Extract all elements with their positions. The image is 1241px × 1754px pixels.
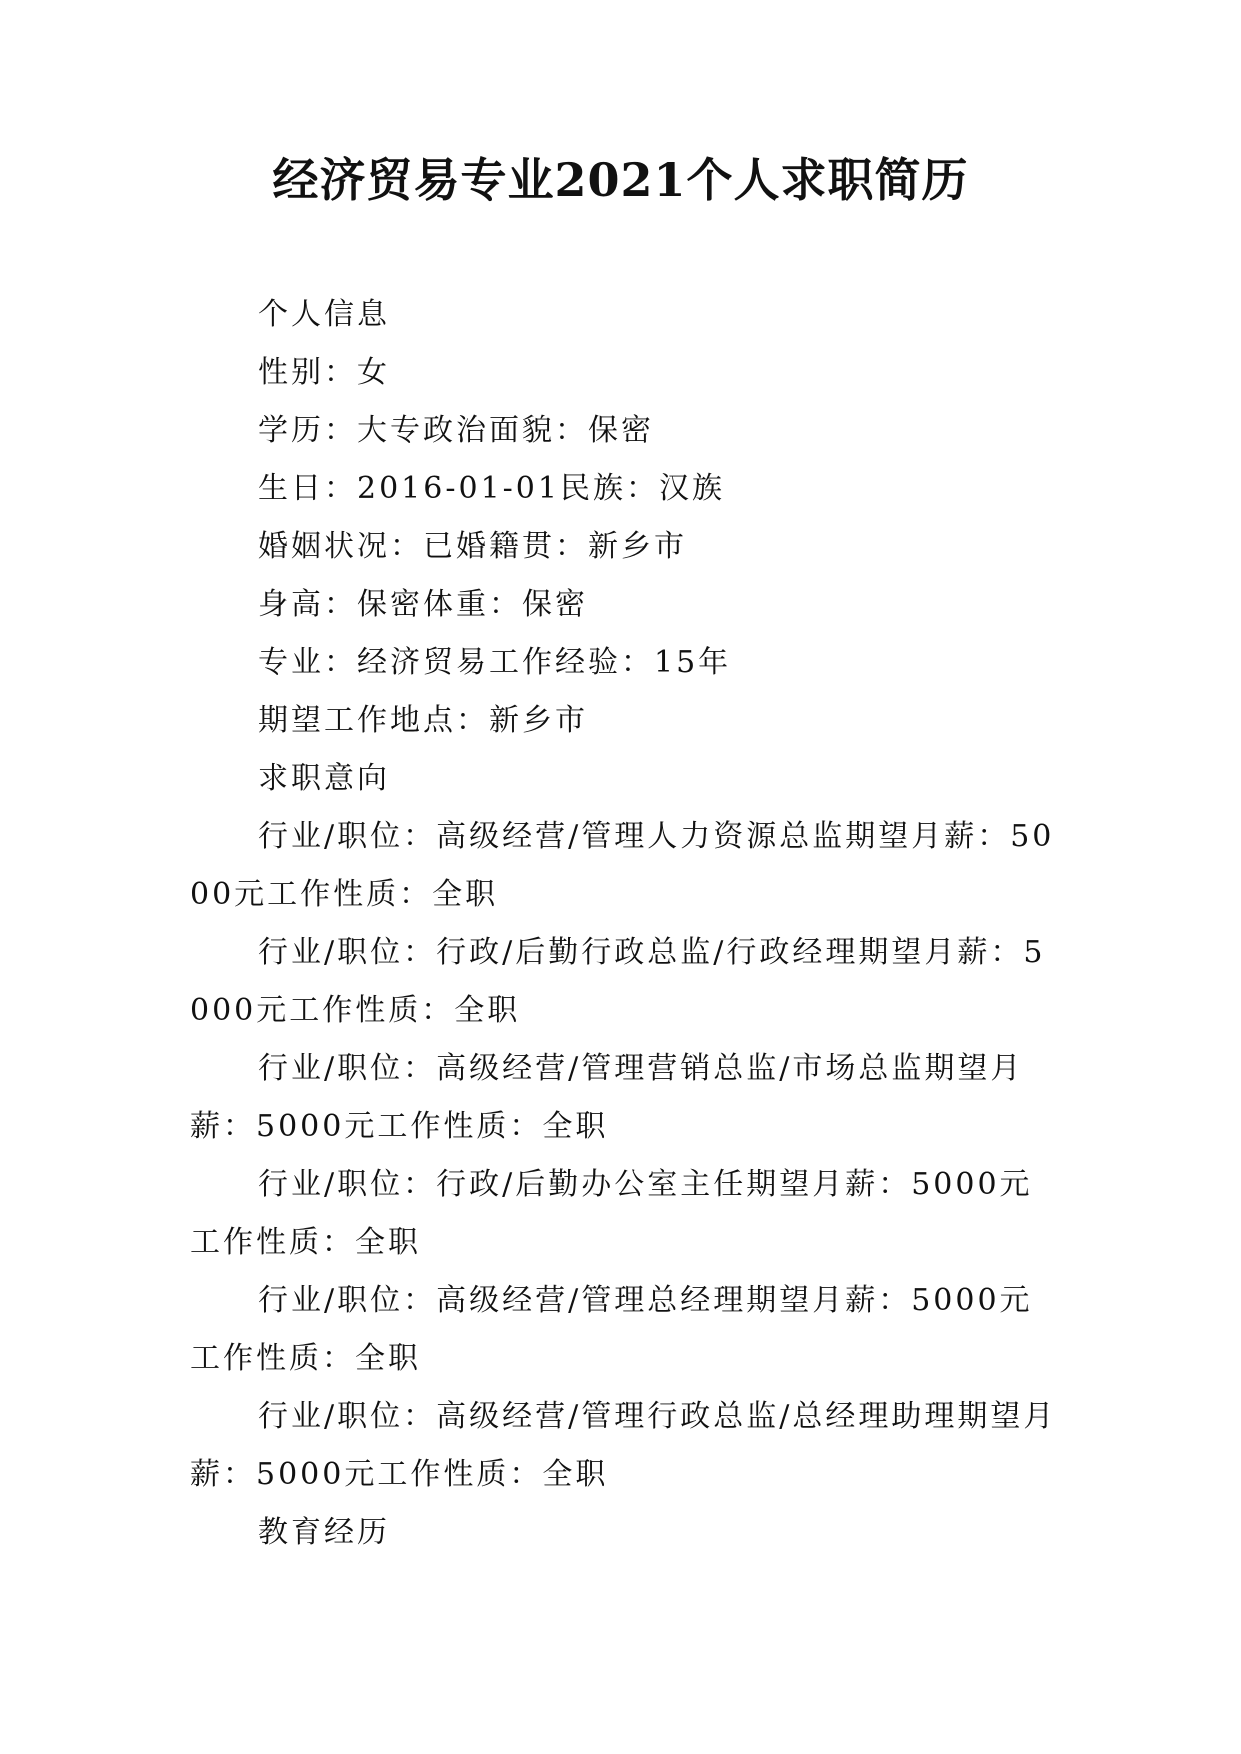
job-intention-item: 行业/职位：行政/后勤办公室主任期望月薪：5000元工作性质：全职: [190, 1167, 1033, 1260]
field-birthday-ethnicity: 生日：2016-01-01民族：汉族: [258, 471, 725, 506]
job-intention-item: 行业/职位：高级经营/管理人力资源总监期望月薪：5000元工作性质：全职: [190, 819, 1055, 912]
section-heading-personal-info: 个人信息: [258, 297, 390, 332]
section-heading-education: 教育经历: [258, 1515, 390, 1550]
field-height-weight: 身高：保密体重：保密: [258, 587, 588, 622]
field-education-political-status: 学历：大专政治面貌：保密: [258, 413, 654, 448]
job-intention-item: 行业/职位：高级经营/管理行政总监/总经理助理期望月薪：5000元工作性质：全职: [190, 1399, 1057, 1492]
section-heading-job-intention: 求职意向: [258, 761, 390, 796]
resume-body: [190, 286, 1062, 1562]
job-intention-item: 行业/职位：行政/后勤行政总监/行政经理期望月薪：5000元工作性质：全职: [190, 935, 1046, 1028]
field-gender: 性别：女: [258, 355, 390, 390]
job-intention-item: 行业/职位：高级经营/管理总经理期望月薪：5000元工作性质：全职: [190, 1283, 1033, 1376]
field-desired-location: 期望工作地点：新乡市: [258, 703, 588, 738]
job-intention-item: 行业/职位：高级经营/管理营销总监/市场总监期望月薪：5000元工作性质：全职: [190, 1051, 1024, 1144]
field-marital-status-hometown: 婚姻状况：已婚籍贯：新乡市: [258, 529, 687, 564]
field-major-experience: 专业：经济贸易工作经验：15年: [258, 645, 732, 680]
document-title: 经济贸易专业2021个人求职简历: [272, 153, 969, 207]
